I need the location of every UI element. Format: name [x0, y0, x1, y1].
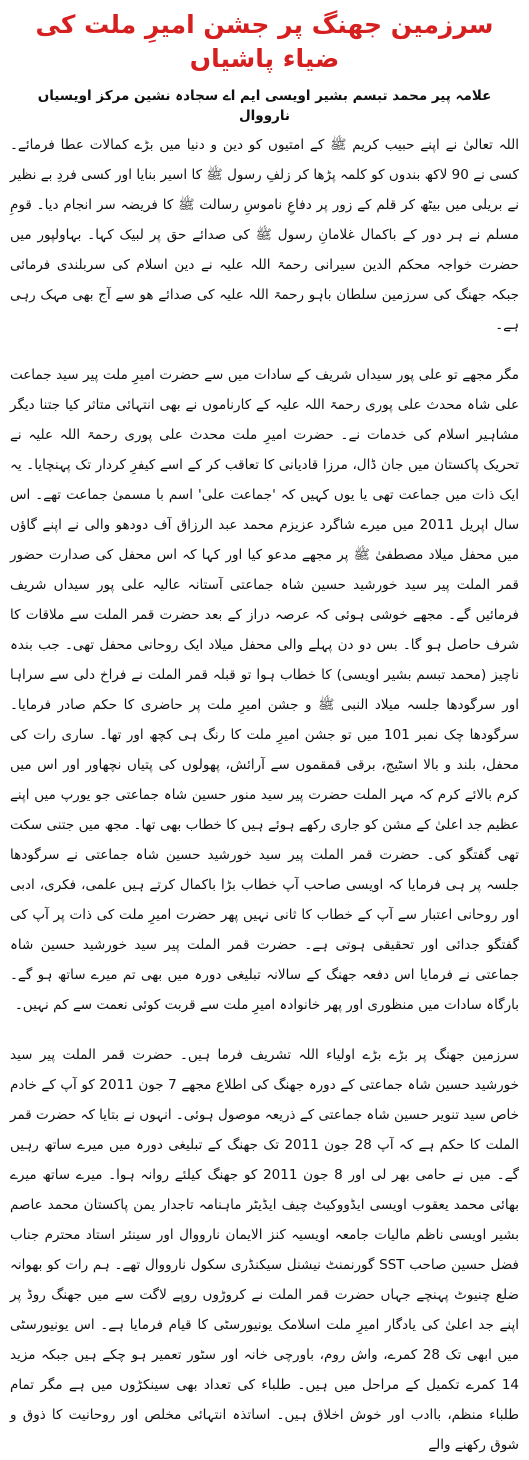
article-byline: علامہ پیر محمد تبسم بشیر اویسی ایم اے سجادہ نشین مرکز اویسیاں نارووال — [37, 88, 492, 124]
article-paragraph-3: سرزمین جھنگ پر بڑے بڑے اولیاء اللہ تشریف فرما ہیں۔ حضرت قمر الملت پیر سید خورشید حسین شاہ جماعتی کے دورہ جھنگ کی اطلاع مجھے 7 جون 2011 کو آپ کے خادم خاص سید تنویر حسین شاہ جماعتی کے ذریعہ موصول ہوئی۔ انہوں نے بتایا کہ حضرت قمر الملت کا حکم ہے کہ آپ 28 جون 2011 تک جھنگ کے تبلیغی دورہ میں میرے ساتھ رہیں گے۔ میں نے حامی بھر لی اور 8 جون 2011 کو جھنگ کیلئے روانہ ہوا۔ میرے ساتھ میرے بھائی محمد یعقوب اویسی ایڈووکیٹ چیف ایڈیٹر ماہنامہ تاجدار یمن پاکستان محمد عاصم بشیر اویسی ناظم مالیات جامعہ اویسیہ کنز الایمان نارووال اور سینئر استاد محترم جناب فضل حسین صاحب SST گورنمنٹ نیشنل سیکنڈری سکول نارووال تھے۔ ہم رات کو بھوانہ ضلع چنیوٹ پہنچے جہاں حضرت قمر الملت نے کروڑوں روپے لاگت سے میں جھنگ روڈ پر اپنے جد اعلیٰ کی یادگار امیرِ ملت اسلامک یونیورسٹی کا قیام فرمایا ہے۔ اس یونیورسٹی میں ابھی تک 28 کمرے، واش روم، باورچی خانہ اور سٹور تعمیر ہو چکے ہیں جبکہ مزید 14 کمرے تکمیل کے مراحل میں ہیں۔ طلباء کی تعداد بھی سینکڑوں میں ہے مگر تمام طلباء منظم، باادب اور خوش اخلاق ہیں۔ اساتذہ انتہائی مخلص اور روحانیت کا ذوق و شوق رکھنے والے — [10, 1047, 519, 1453]
article-paragraph-1: اللہ تعالیٰ نے اپنے حبیب کریم ﷺ کے امتیوں کو دین و دنیا میں بڑے کمالات عطا فرمائے۔ کسی نے 90 لاکھ بندوں کو کلمہ پڑھا کر زلفِ رسول ﷺ کا اسیر بنایا اور کسی فردِ بے نظیر نے بریلی میں بیٹھ کر قلم کے زور پر دفاعِ ناموسِ رسالت ﷺ کا فریضہ سر انجام دیا۔ قومِ مسلم نے ہر دور کے باکمال غلامانِ رسول ﷺ کی صدائے حق پر لبیک کہا۔ بہاولپور میں حضرت خواجہ محکم الدین سیرانی رحمۃ اللہ علیہ نے دین اسلام کی سربلندی فرمائی جبکہ جھنگ کی سرزمین سلطان باہو رحمۃ اللہ علیہ کی صدائے ھو سے آج بھی مہک رہی ہے۔ — [10, 137, 519, 333]
article-paragraph-2: مگر مجھے تو علی پور سیداں شریف کے سادات میں سے حضرت امیرِ ملت پیر سید جماعت علی شاہ محدث علی پوری رحمۃ اللہ علیہ کے کارناموں نے بھی انتہائی متاثر کیا جتنا دیگر مشاہیر اسلام کی خدمات نے۔ حضرت امیرِ ملت محدث علی پوری رحمۃ اللہ علیہ نے تحریک پاکستان میں جان ڈال، مرزا قادیانی کا تعاقب کر کے اسے کیفرِ کردار تک پہنچایا۔ یہ ایک ذات میں جماعت تھی یا یوں کہیں کہ 'جماعت علی' اسم با مسمیٰ جماعت تھے۔ اس سال اپریل 2011 میں میرے شاگرد عزیزم محمد عبد الرزاق آف دودھو والی نے اپنے گاؤں میں محفل میلاد مصطفیٰ ﷺ پر مجھے مدعو کیا اور کہا کہ اس محفل کی صدارت حضور قمر الملت پیر سید خورشید حسین شاہ جماعتی آستانہ عالیہ علی پور سیداں شریف فرمائیں گے۔ مجھے خوشی ہوئی کہ عرصہ دراز کے بعد حضرت قمر الملت سے ملاقات کا شرف حاصل ہو گا۔ بس دو دن پہلے والی محفل میلاد ایک روحانی محفل تھی۔ جب بندہ ناچیز (محمد تبسم بشیر اویسی) کا خطاب ہوا تو قبلہ قمر الملت نے فراخ دلی سے سراہا اور سرگودھا جلسہ میلاد النبی ﷺ و جشن امیرِ ملت پر حاضری کا حکم صادر فرمایا۔ سرگودھا چک نمبر 101 میں تو جشن امیرِ ملت کا رنگ ہی کچھ اور تھا۔ ساری رات کی محفل، بلند و بالا اسٹیج، برقی قمقموں سے آرائش، پھولوں کی پتیاں نچھاور اور اس میں کرم بالائے کرم کہ مہر الملت حضرت پیر سید منور حسین شاہ جماعتی جو یورپ میں اپنے عظیم جد اعلیٰ کے مشن کو جاری رکھے ہوئے ہیں کا خطاب بھی تھا۔ مجھ میں جتنی سکت تھی گفتگو کی۔ حضرت قمر الملت پیر سید خورشید حسین شاہ جماعتی نے سرگودھا جلسہ پر ہی فرمایا کہ اویسی صاحب آپ خطاب بڑا باکمال کرتے ہیں علمی، فکری، ادبی اور روحانی اعتبار سے آپ کے خطاب کا ثانی نہیں پھر حضرت امیرِ ملت کی ذات پر آپ کی گفتگو جدائی اور تحقیقی ہوتی ہے۔ حضرت قمر الملت پیر سید خورشید حسین شاہ جماعتی نے فرمایا اس دفعہ جھنگ کے سالانہ تبلیغی دورہ میں بھی تم میرے ساتھ ہو گے۔ بارگاہ سادات میں منظوری اور پھر خانوادہ امیرِ ملت سے قربت کوئی نعمت سے کم نہیں۔ — [10, 367, 520, 1013]
article-title: سرزمین جھنگ پر جشن امیرِ ملت کی ضیاء پاشیاں — [35, 10, 494, 73]
